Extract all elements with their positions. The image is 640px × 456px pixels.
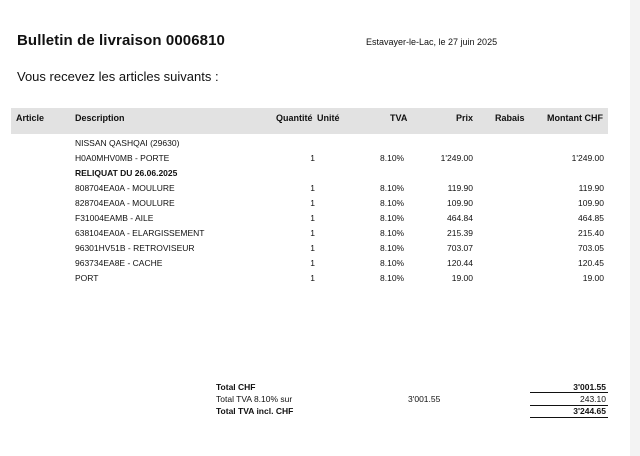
row-montant: 120.45	[578, 258, 604, 268]
row-tva: 8.10%	[380, 183, 405, 193]
header-rabais: Rabais	[495, 113, 525, 123]
header-article: Article	[16, 113, 45, 123]
row-quantity: 1	[310, 183, 315, 193]
row-prix: 119.90	[447, 183, 473, 193]
row-montant: 119.90	[578, 183, 604, 193]
table-row	[0, 138, 640, 152]
row-description: PORT	[75, 273, 99, 283]
row-description: 96301HV51B - RETROVISEUR	[75, 243, 195, 253]
row-description: 808704EA0A - MOULURE	[75, 183, 175, 193]
total-underline-1	[530, 392, 608, 393]
table-row	[0, 213, 640, 227]
place-and-date: Estavayer-le-Lac, le 27 juin 2025	[366, 37, 498, 47]
tva-label: Total TVA 8.10% sur	[216, 394, 293, 404]
table-row	[0, 258, 640, 272]
total-incl-label: Total TVA incl. CHF	[216, 406, 294, 416]
row-montant: 109.90	[578, 198, 604, 208]
row-quantity: 1	[310, 228, 315, 238]
row-montant: 464.85	[578, 213, 604, 223]
row-montant: 19.00	[582, 273, 604, 283]
row-description: RELIQUAT DU 26.06.2025	[75, 168, 178, 178]
row-description: NISSAN QASHQAI (29630)	[75, 138, 180, 148]
row-prix: 109.90	[447, 198, 473, 208]
row-tva: 8.10%	[380, 243, 405, 253]
row-prix: 120.44	[447, 258, 473, 268]
table-row	[0, 243, 640, 257]
row-quantity: 1	[310, 243, 315, 253]
row-prix: 215.39	[447, 228, 473, 238]
row-tva: 8.10%	[380, 228, 405, 238]
header-prix: Prix	[456, 113, 474, 123]
table-row	[0, 198, 640, 212]
total-incl-value: 3'244.65	[573, 406, 606, 416]
table-row	[0, 273, 640, 287]
total-underline-3	[530, 417, 608, 418]
table-row	[0, 168, 640, 182]
row-prix: 703.07	[447, 243, 473, 253]
total-underline-2	[530, 405, 608, 406]
row-tva: 8.10%	[380, 273, 405, 283]
table-header	[11, 108, 608, 134]
row-description: 638104EA0A - ELARGISSEMENT	[75, 228, 205, 238]
tva-base: 3'001.55	[408, 394, 441, 404]
header-montant: Montant CHF	[547, 113, 603, 123]
row-montant: 215.40	[578, 228, 604, 238]
row-montant: 1'249.00	[571, 153, 604, 163]
table-row	[0, 228, 640, 242]
table-row	[0, 183, 640, 197]
table-row	[0, 153, 640, 167]
row-quantity: 1	[310, 213, 315, 223]
row-description: F31004EAMB - AILE	[75, 213, 154, 223]
header-unite: Unité	[317, 113, 340, 123]
row-quantity: 1	[310, 153, 315, 163]
row-description: 828704EA0A - MOULURE	[75, 198, 175, 208]
row-description: 963734EA8E - CACHE	[75, 258, 163, 268]
row-tva: 8.10%	[380, 198, 405, 208]
row-prix: 19.00	[451, 273, 473, 283]
row-quantity: 1	[310, 273, 315, 283]
tva-value: 243.10	[580, 394, 606, 404]
row-tva: 8.10%	[380, 153, 405, 163]
header-description: Description	[75, 113, 125, 123]
row-tva: 8.10%	[380, 213, 405, 223]
total-chf-value: 3'001.55	[573, 382, 606, 392]
header-quantite: Quantité	[276, 113, 313, 123]
row-montant: 703.05	[578, 243, 604, 253]
total-chf-label: Total CHF	[216, 382, 256, 392]
row-prix: 464.84	[447, 213, 473, 223]
row-description: H0A0MHV0MB - PORTE	[75, 153, 170, 163]
row-tva: 8.10%	[380, 258, 405, 268]
row-prix: 1'249.00	[440, 153, 473, 163]
row-quantity: 1	[310, 258, 315, 268]
intro-text: Vous recevez les articles suivants :	[17, 69, 219, 84]
row-quantity: 1	[310, 198, 315, 208]
header-tva: TVA	[390, 113, 408, 123]
document-title: Bulletin de livraison 0006810	[17, 32, 225, 49]
